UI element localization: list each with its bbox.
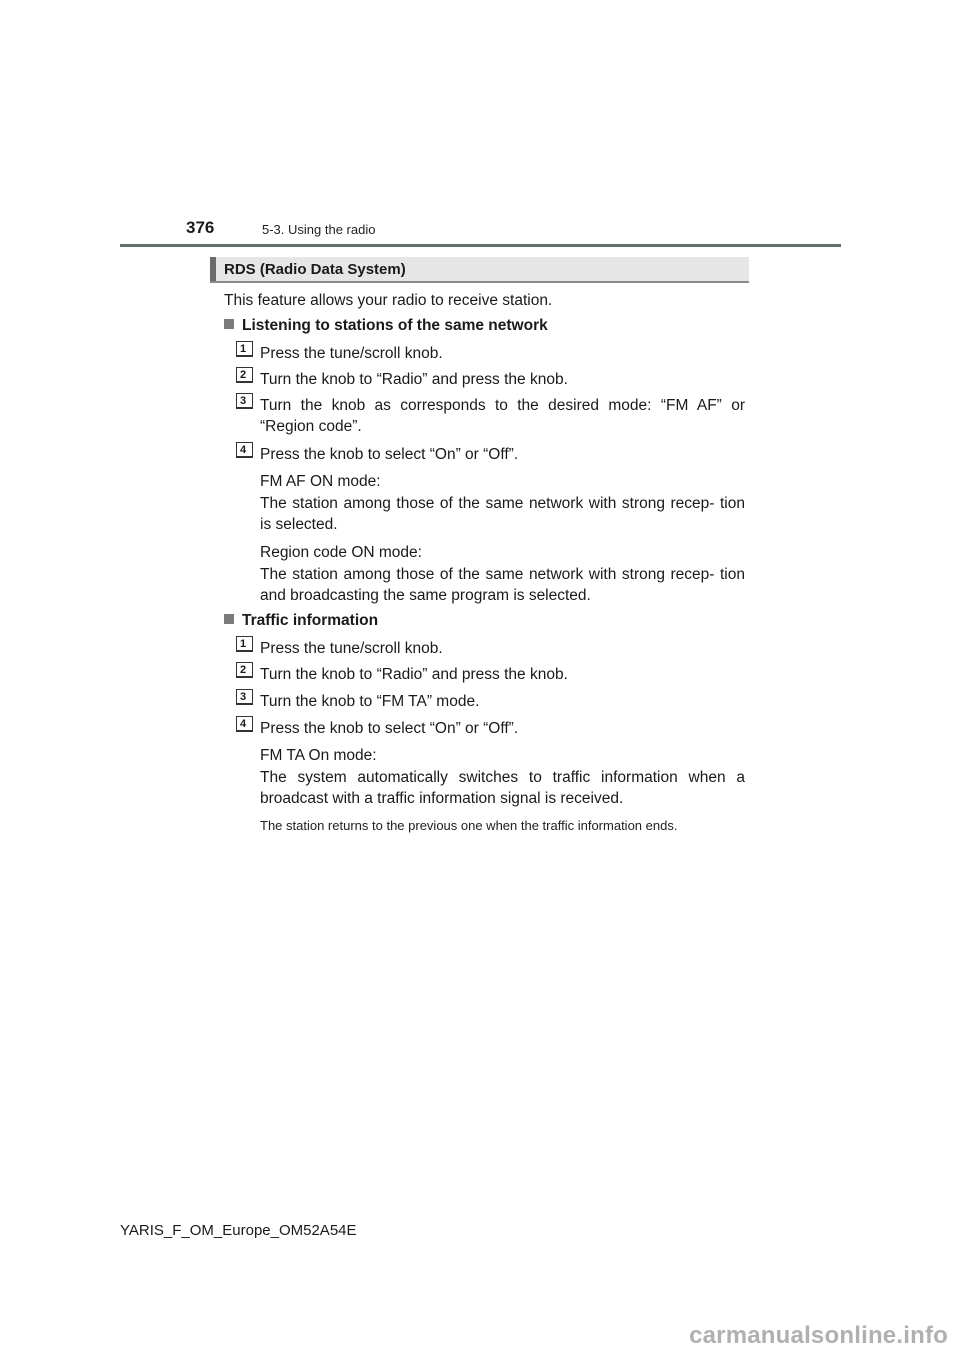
step-badge: 1 <box>236 341 253 357</box>
step-text: Turn the knob to “Radio” and press the knob. <box>260 666 568 683</box>
mode-description: The station among those of the same network with strong recep- tion is selected. <box>260 495 745 533</box>
subheading-bar <box>210 257 749 283</box>
watermark: carmanualsonline.info <box>689 1322 948 1349</box>
traffic-section-title: Traffic information <box>242 612 379 629</box>
subheading-accent <box>210 257 216 281</box>
step-badge: 2 <box>236 662 253 678</box>
step-badge: 1 <box>236 636 253 652</box>
step-badge: 2 <box>236 367 253 383</box>
section-title: 5-3. Using the radio <box>262 222 376 237</box>
square-bullet-icon <box>224 614 234 624</box>
mode-description: The system automatically switches to traffic information when a broadcast with a traffic information signal is received. <box>260 769 745 807</box>
network-section-heading <box>224 317 548 335</box>
page-number: 376 <box>186 218 215 237</box>
subheading-title: RDS (Radio Data System) <box>224 261 406 278</box>
intro-text: This feature allows your radio to receive station. <box>224 292 553 309</box>
mode-title: Region code ON mode: <box>260 544 422 561</box>
footer-doc-id: YARIS_F_OM_Europe_OM52A54E <box>120 1222 357 1239</box>
step-text: Press the tune/scroll knob. <box>260 345 443 362</box>
step-badge: 4 <box>236 442 253 458</box>
mode-title: FM AF ON mode: <box>260 473 381 490</box>
network-section-title: Listening to stations of the same network <box>242 317 548 334</box>
step-badge: 3 <box>236 689 253 705</box>
square-bullet-icon <box>224 319 234 329</box>
step-badge: 3 <box>236 393 253 409</box>
step-text: Turn the knob to “Radio” and press the knob. <box>260 371 568 388</box>
step-text: Turn the knob to “FM TA” mode. <box>260 693 480 710</box>
step-text: Press the tune/scroll knob. <box>260 640 443 657</box>
step-badge: 4 <box>236 716 253 732</box>
mode-description: The station among those of the same network with strong recep- tion and broadcasting the same program is selected. <box>260 566 745 604</box>
mode-title: FM TA On mode: <box>260 747 377 764</box>
step-text: Press the knob to select “On” or “Off”. <box>260 720 519 737</box>
note-text: The station returns to the previous one when the traffic information ends. <box>260 818 678 833</box>
traffic-section-heading <box>224 612 378 630</box>
step-text: Press the knob to select “On” or “Off”. <box>260 446 519 463</box>
step-text: Turn the knob as corresponds to the desired mode: “FM AF” or “Region code”. <box>260 397 745 435</box>
header-rule <box>120 244 841 247</box>
